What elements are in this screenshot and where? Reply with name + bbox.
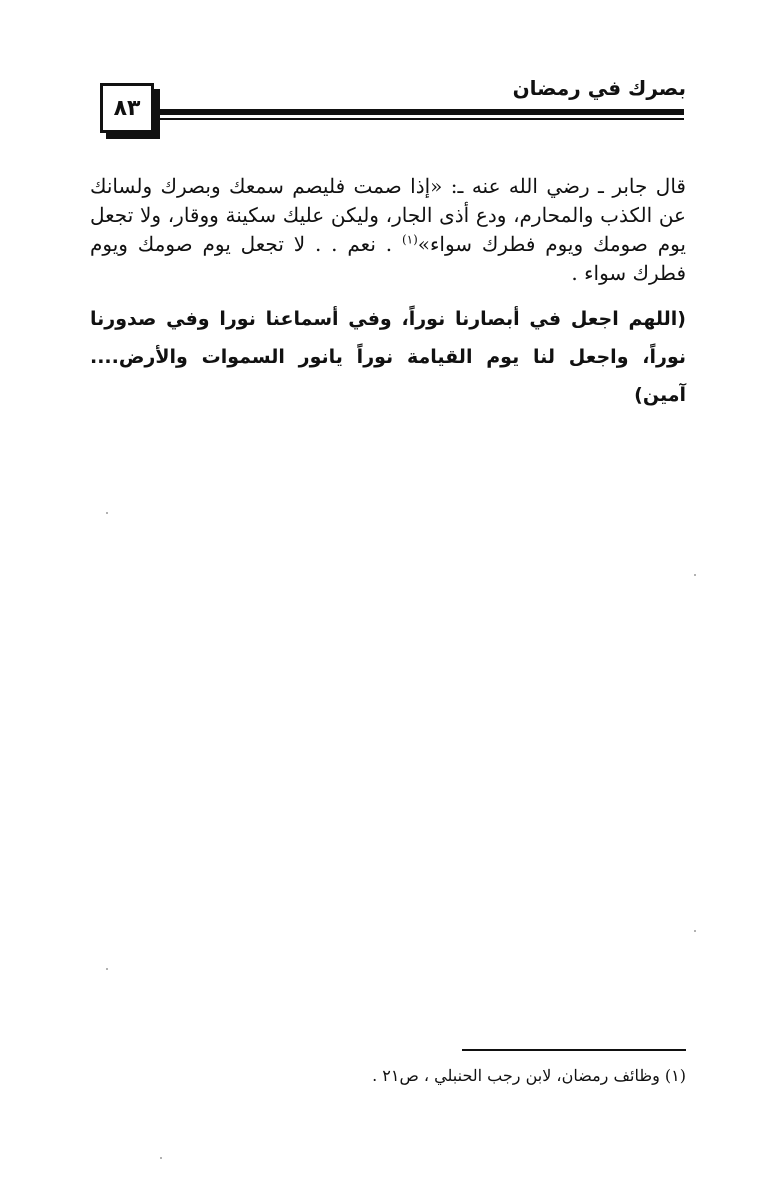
footnote: (١) وظائف رمضان، لابن رجب الحنبلي ، ص٢١ . <box>372 1066 686 1085</box>
body-paragraph-main: قال جابر ـ رضي الله عنه ـ: «إذا صمت فليصم سمعك وبصرك ولسانك عن الكذب والمحارم، ودع أذى الجار، وليكن عليك سكينة ووقار، ولا تجعل يوم صومك ويوم فطرك سواء» <box>90 174 686 256</box>
running-title: بصرك في رمضان <box>512 76 686 100</box>
body-paragraph-tail: . نعم . . لا تجعل يوم صومك ويوم فطرك سواء . <box>90 232 686 285</box>
scan-speck <box>160 1157 162 1159</box>
scan-speck <box>694 930 696 932</box>
footnote-rule <box>462 1049 686 1051</box>
header-rule <box>158 109 684 115</box>
page-number: ٨٣ <box>100 83 154 133</box>
scan-speck <box>694 574 696 576</box>
scan-speck <box>106 968 108 970</box>
body-paragraph <box>90 172 686 288</box>
header-rule-thin <box>158 118 684 120</box>
scan-speck <box>106 512 108 514</box>
footnote-reference: (١) <box>401 232 418 247</box>
dua-paragraph: (اللهم اجعل في أبصارنا نوراً، وفي أسماعنا نورا وفي صدورنا نوراً، واجعل لنا يوم القيامة نوراً يانور السموات والأرض.... آمين) <box>90 308 686 406</box>
